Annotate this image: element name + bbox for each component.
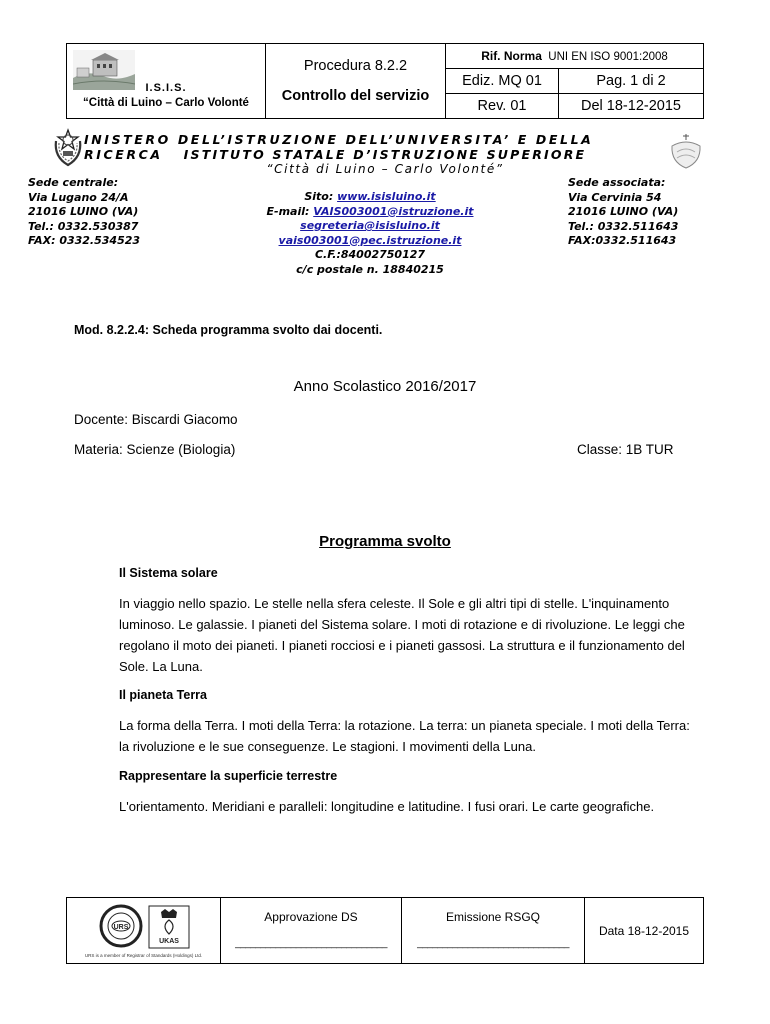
urs-certification-logo [99,904,143,948]
email-label: E-mail: [266,204,314,218]
institute-type: ISTITUTO STATALE D’ISTRUZIONE SUPERIORE [183,147,587,162]
program-section [119,688,699,757]
class: Classe: 1B TUR [577,442,674,457]
website-line [200,190,540,205]
section-title: Rappresentare la superficie terrestre [119,769,338,783]
ukas-text: UKAS [159,938,179,945]
revision: Rev. 01 [446,94,559,118]
teacher: Docente: Biscardi Giacomo [74,412,238,427]
email-line [200,205,540,220]
branch-office-address: Via Cervinia 54 [568,190,662,204]
revision-cells [446,44,703,118]
document-header-table [66,43,704,119]
main-office-address: Via Lugano 24/A [28,190,129,204]
norm-reference [446,49,703,63]
postal-account: c/c postale n. 18840215 [296,262,444,276]
procedure-cell [266,44,446,118]
website-link[interactable]: www.isisluino.it [337,190,436,203]
program-section [119,566,699,677]
approval-cell [221,898,402,963]
approval-label: Approvazione DS [264,910,358,924]
school-name: “Città di Luino – Carlo Volonté [83,97,249,109]
approval-signature-line: ______________________________ [235,938,387,949]
header-logo-cell [67,44,266,118]
main-office-info [28,176,140,249]
section-title: Il pianeta Terra [119,688,207,702]
tax-code: C.F.:84002750127 [314,248,426,261]
school-crest-icon [667,132,705,170]
branch-office-info [568,176,678,249]
branch-office-tel: Tel.: 0332.511643 [568,219,679,233]
program-section [119,769,699,817]
urs-member-note: URS is a member of Registrar of Standards (Holdings) Ltd. [84,953,203,958]
certification-logos-cell [67,898,221,963]
issue-label: Emissione RSGQ [445,910,541,924]
branch-office-city: 21016 LUINO (VA) [568,205,679,218]
contact-info [200,190,540,277]
isis-label: I.S.I.S. [145,82,187,94]
branch-office-fax: FAX:0332.511643 [568,234,677,247]
section-text: La forma della Terra. I moti della Terra: la rotazione. La terra: un pianeta speciale. I moti della Terra: la rivoluzione e le sue conseguenze. Le stagioni. I movimenti della Luna. [119,718,690,754]
main-office-city: 21016 LUINO (VA) [28,205,139,218]
secretariat-email-link[interactable]: segreteria@isisluino.it [300,219,440,232]
ministry-name: INISTERO DELL’ISTRUZIONE DELL’UNIVERSITA’ E DELLA RICERCA [84,132,594,162]
branch-office-title: Sede associata: [568,176,666,189]
procedure-number: Procedura 8.2.2 [303,58,408,74]
document-footer-table [66,897,704,964]
subject: Materia: Scienze (Biologia) [74,442,236,457]
ukas-certification-logo [147,904,191,950]
website-label: Sito: [304,190,338,203]
pec-email-link[interactable]: vais003001@pec.istruzione.it [278,233,462,247]
urs-text: URS [113,924,129,931]
institute-name: “Città di Luino – Carlo Volonté” [266,162,504,176]
issue-signature-line: ______________________________ [417,938,569,949]
page-indicator: Pag. 1 di 2 [596,73,666,89]
revision-row [446,94,703,118]
school-year: Anno Scolastico 2016/2017 [293,378,477,395]
norm-row [446,44,703,69]
main-office-tel: Tel.: 0332.530387 [28,219,139,233]
main-office-title: Sede centrale: [28,176,119,189]
section-text: In viaggio nello spazio. Le stelle nella sfera celeste. Il Sole e gli altri tipi di stelle. L'inquinamento luminoso. Le galassie. I pianeti del Sistema solare. I moti di rotazione e di rivoluzione. Le leggi che regolano il moto dei pianeti. I pianeti rocciosi e i pianeti gassosi. La struttura e il funzionamento del Sole. La Luna. [119,596,685,674]
revision-date: Del 18-12-2015 [581,98,681,114]
section-text: L'orientamento. Meridiani e paralleli: longitudine e latitudine. I fusi orari. Le carte geografiche. [119,799,655,814]
footer-date: Data 18-12-2015 [598,923,690,938]
form-module-title: Mod. 8.2.2.4: Scheda programma svolto dai docenti. [74,323,383,337]
norm-value: UNI EN ISO 9001:2008 [548,51,668,63]
section-title: Il Sistema solare [119,566,218,580]
email-link[interactable]: VAIS003001@istruzione.it [313,204,474,218]
issue-cell [402,898,585,963]
main-office-fax: FAX: 0332.534523 [28,234,141,247]
edition-row [446,69,703,94]
program-title: Programma svolto [319,533,451,550]
procedure-title: Controllo del servizio [281,88,430,104]
norm-label: Rif. Norma [481,49,542,63]
edition: Ediz. MQ 01 [446,69,559,93]
